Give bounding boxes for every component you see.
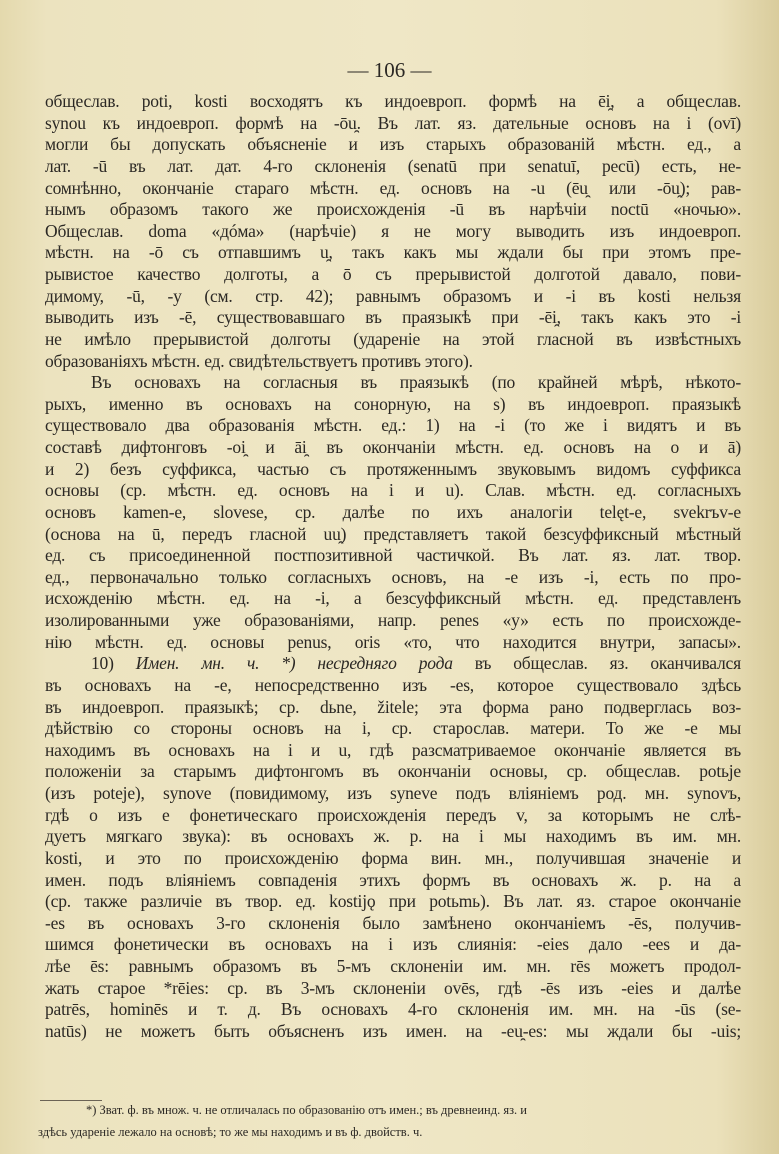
text-line: -es въ основахъ 3-го склоненія было замѣнено окончаніемъ -ēs, получив- [45,912,741,933]
text-line: имен. подъ вліяніемъ совпаденія этихъ формъ въ основахъ ж. р. на a [45,869,741,890]
text-line: основъ kamen-e, slovese, ср. далѣе по ихъ аналогіи telęt-e, svekrъv-e [45,501,741,522]
text-line: дѣйствію со стороны основъ на i, ср. старослав. матери. То же -e мы [45,718,741,739]
text-line: (изъ poteje), synove (повидимому, изъ syneve подъ вліяніемъ род. мн. synovъ, [45,783,741,803]
text-line: составѣ дифтонговъ -oi̯ и āi̯ въ окончаніи мѣстн. ед. основъ на o и ā) [45,437,741,457]
body-text [45,91,741,1043]
section-10-heading-line [45,653,741,675]
text-line: димому, -ū, -у (см. стр. 42); равнымъ образомъ и -i въ kosti нельзя [45,285,741,306]
text-line: (основа на ū, передъ гласной uu̯) представляетъ такой безсуффиксный мѣстный [45,523,741,544]
footnote [38,1099,738,1143]
text-line: рывистое качество долготы, а ō съ прерывистой долготой давало, пови- [45,264,741,284]
text-line: въ основахъ на -e, непосредственно изъ -es, которое существовало здѣсь [45,674,741,695]
text-line: лат. -ū въ лат. дат. 4-го склоненія (senatū при senatuī, pecū) есть, не- [45,155,741,176]
footnote-line: здѣсь удареніе лежало на основѣ; то же мы находимъ и въ ф. двойств. ч. [38,1125,423,1139]
text-line: изолированными уже образованіями, напр. penes «у» есть по происхожде- [45,610,741,630]
text-line: могли бы допускать объясненіе и изъ старыхъ образованій мѣстн. ед., а [45,134,741,155]
text-line: не имѣло прерывистой долготы (удареніе на этой гласной въ извѣстныхъ [45,328,741,349]
text-line: существовало два образованія мѣстн. ед.: 1) на -i (то же i видятъ и въ [45,415,741,436]
text-line: лѣе ēs: равнымъ образомъ въ 5-мъ склоненіи им. мн. rēs можетъ продол- [45,956,741,976]
text-line: natūs) не можетъ быть объясненъ изъ имен. на -eu̯-es: мы ждали бы -uis; [45,1020,741,1041]
text-line: Общеслав. doma «дóма» (нарѣчіе) я не могу выводить изъ индоевроп. [45,220,741,241]
text-line: рыхъ, именно въ основахъ на сонорную, на s) въ индоевроп. праязыкѣ [45,393,741,414]
text-line: находимъ въ основахъ на i и u, гдѣ разсматриваемое окончаніе является въ [45,739,741,760]
section-italic-heading: Имен. мн. ч. *) несредняго рода [135,653,453,674]
text-line: ед. съ присоединенной постпозитивной частичкой. Въ лат. яз. лат. твор. [45,545,741,566]
text-line: положеніи за старымъ дифтонгомъ въ окончаніи основы, ср. общеслав. potьje [45,761,741,782]
text-line: (ср. также различіе въ твор. ед. kostijǫ при potьmь). Въ лат. яз. старое окончаніе [45,891,741,912]
text-line: сомнѣнно, окончаніе стараго мѣстн. ед. основъ на -u (ēu̯ или -ōu̯); рав- [45,177,741,198]
text-line: образованіяхъ мѣстн. ед. свидѣтельствуетъ противъ этого). [45,350,473,371]
text-line: ед., первоначально только согласныхъ основъ, на -e изъ -i, есть по про- [45,566,741,587]
text-line: мѣстн. на -ō съ отпавшимъ u̯, такъ какъ мы ждали бы при этомъ пре- [45,242,741,263]
text-line: Въ основахъ на согласныя въ праязыкѣ (по крайней мѣрѣ, нѣкото- [91,372,741,393]
section-line-rest: въ общеслав. яз. оканчивался [474,653,741,674]
page-number: — 106 — [347,58,432,82]
text-line: дуетъ мягкаго звука): въ основахъ ж. р. на i мы находимъ въ им. мн. [45,826,741,847]
text-line: patrēs, hominēs и т. д. Въ основахъ 4-го склоненія им. мн. на -ūs (se- [45,999,741,1020]
footnote-line: *) Зват. ф. въ множ. ч. не отличалась по образованію отъ имен.; въ древнеинд. яз. и [86,1103,527,1117]
text-line: нію мѣстн. ед. основы penus, oris «то, что находится внутри, запасы». [45,631,741,652]
text-line: выводить изъ -ē, существовавшаго въ праязыкѣ при -ēi̯, такъ какъ это -i [45,307,741,328]
text-line: общеслав. poti, kosti восходятъ къ индоевроп. формѣ на ēi̯, а общеслав. [45,91,741,111]
text-line: kosti, и это по происхожденію форма вин. мн., получившая значеніе и [45,847,741,868]
text-line: жать старое *rēies: ср. въ 3-мъ склоненіи ovēs, гдѣ -ēs изъ -eies и далѣе [45,977,741,998]
text-line: нымъ образомъ такого же происхожденія -ū въ нарѣчіи noctū «ночью». [45,199,741,220]
section-number: 10) [91,653,114,674]
text-line: шимся фонетически въ основахъ на i изъ слиянія: -eies дало -ees и да- [45,934,741,955]
text-line: synou къ индоевроп. формѣ на -ōu̯. Въ лат. яз. дательные основъ на i (ovī) [45,112,741,133]
text-line: и 2) безъ суффикса, частью съ протяженнымъ звуковымъ видомъ суффикса [45,458,741,479]
text-line: въ индоевроп. праязыкѣ; ср. dьne, žitele; эта форма рано подверглась воз- [45,696,741,717]
text-line: исхожденію мѣстн. ед. на -i, а безсуффиксный мѣстн. ед. представленъ [45,588,741,609]
text-line: основы (ср. мѣстн. ед. основъ на i и u). Слав. мѣстн. ед. согласныхъ [45,480,741,501]
text-line: гдѣ o изъ e фонетическаго происхожденія передъ v, за которымъ не слѣ- [45,804,741,825]
